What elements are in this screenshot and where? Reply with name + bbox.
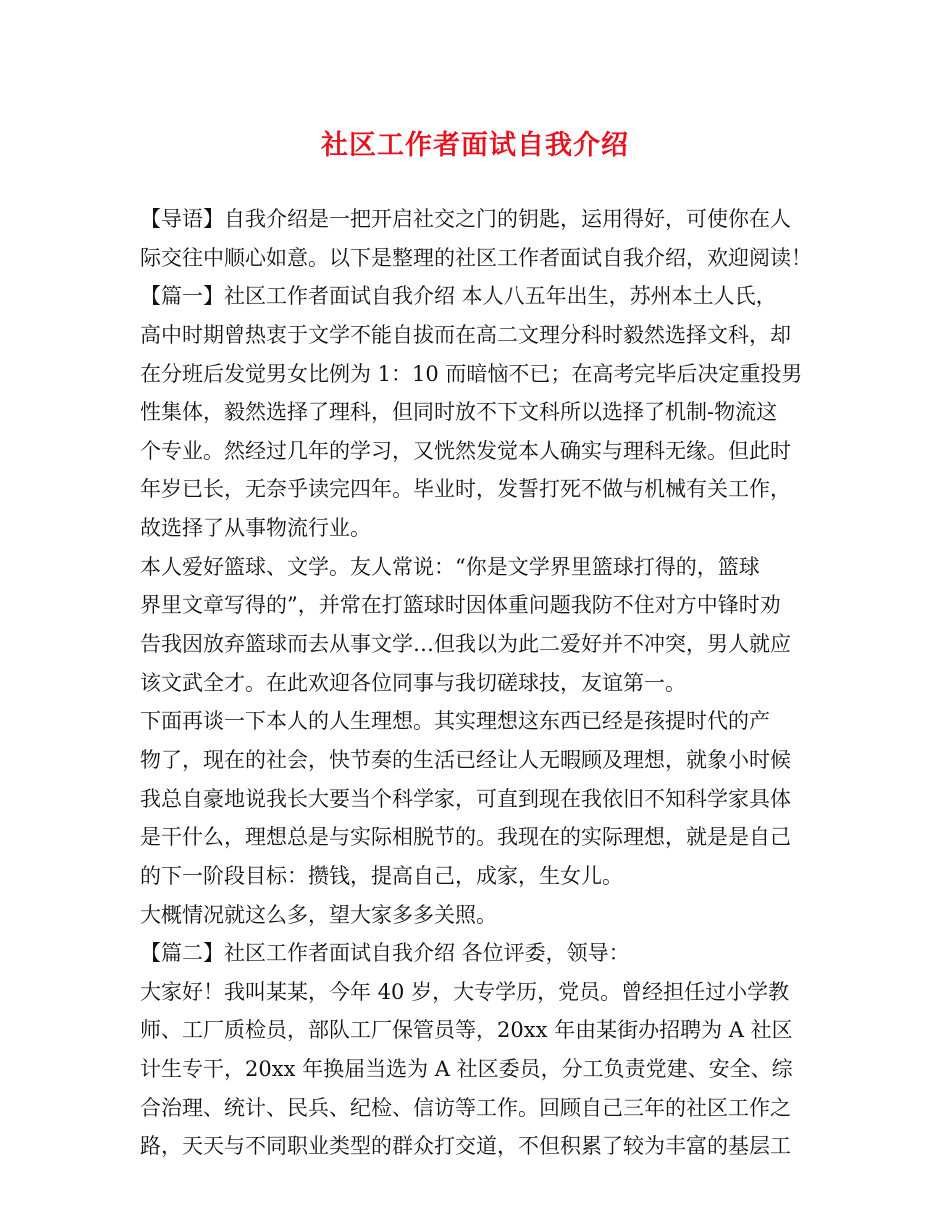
text-line: 界里文章写得的”，并常在打篮球时因体重问题我防不住对方中锋时劝	[140, 593, 781, 618]
text-line: 年岁已长，无奈乎读完四年。毕业时，发誓打死不做与机械有关工作，	[140, 477, 791, 502]
text-line: 告我因放弃篮球而去从事文学…但我以为此二爱好并不冲突，男人就应	[140, 632, 791, 657]
text-line: 物了，现在的社会，快节奏的生活已经让人无暇顾及理想，就象小时候	[140, 747, 791, 772]
text-line: 【导语】自我介绍是一把开启社交之门的钥匙，运用得好，可使你在人	[140, 207, 791, 231]
text-line: 在分班后发觉男女比例为 1：10 而暗恼不已；在高考完毕后决定重投男	[140, 361, 803, 386]
text-line: 【篇二】社区工作者面试自我介绍 各位评委，领导：	[140, 941, 630, 966]
text-line: 的下一阶段目标：攒钱，提高自己，成家，生女儿。	[140, 863, 623, 888]
text-line: 本人爱好篮球、文学。友人常说：“你是文学界里篮球打得的，篮球	[140, 554, 760, 579]
text-line: 是干什么，理想总是与实际相脱节的。我现在的实际理想，就是是自己	[140, 825, 791, 850]
text-line: 个专业。然经过几年的学习，又恍然发觉本人确实与理科无缘。但此时	[140, 438, 791, 463]
text-line: 大概情况就这么多，望大家多多关照。	[140, 902, 497, 927]
text-line: 合治理、统计、民兵、纪检、信访等工作。回顾自己三年的社区工作之	[140, 1095, 791, 1120]
text-line: 计生专干，20xx 年换届当选为 A 社区委员，分工负责党建、安全、综	[140, 1057, 793, 1082]
document-body	[140, 200, 820, 1166]
text-line: 下面再谈一下本人的人生理想。其实理想这东西已经是孩提时代的产	[140, 709, 770, 734]
text-line: 师、工厂质检员，部队工厂保管员等，20xx 年由某街办招聘为 A 社区	[140, 1018, 793, 1043]
text-line: 【篇一】社区工作者面试自我介绍 本人八五年出生，苏州本土人氏，	[140, 284, 777, 309]
text-line: 际交往中顺心如意。以下是整理的社区工作者面试自我介绍，欢迎阅读！	[140, 245, 812, 270]
text-line: 故选择了从事物流行业。	[140, 516, 371, 541]
text-line: 高中时期曾热衷于文学不能自拔而在高二文理分科时毅然选择文科，却	[140, 322, 791, 347]
document-title: 社区工作者面试自我介绍	[321, 130, 629, 161]
text-line: 性集体，毅然选择了理科，但同时放不下文科所以选择了机制-物流这	[140, 400, 778, 425]
text-line: 我总自豪地说我长大要当个科学家，可直到现在我依旧不知科学家具体	[140, 786, 791, 811]
text-line: 该文武全才。在此欢迎各位同事与我切磋球技，友谊第一。	[140, 670, 686, 695]
text-line: 大家好！我叫某某，今年 40 岁，大专学历，党员。曾经担任过小学教	[140, 979, 790, 1004]
text-line: 路，天天与不同职业类型的群众打交道，不但积累了较为丰富的基层工	[140, 1134, 791, 1159]
